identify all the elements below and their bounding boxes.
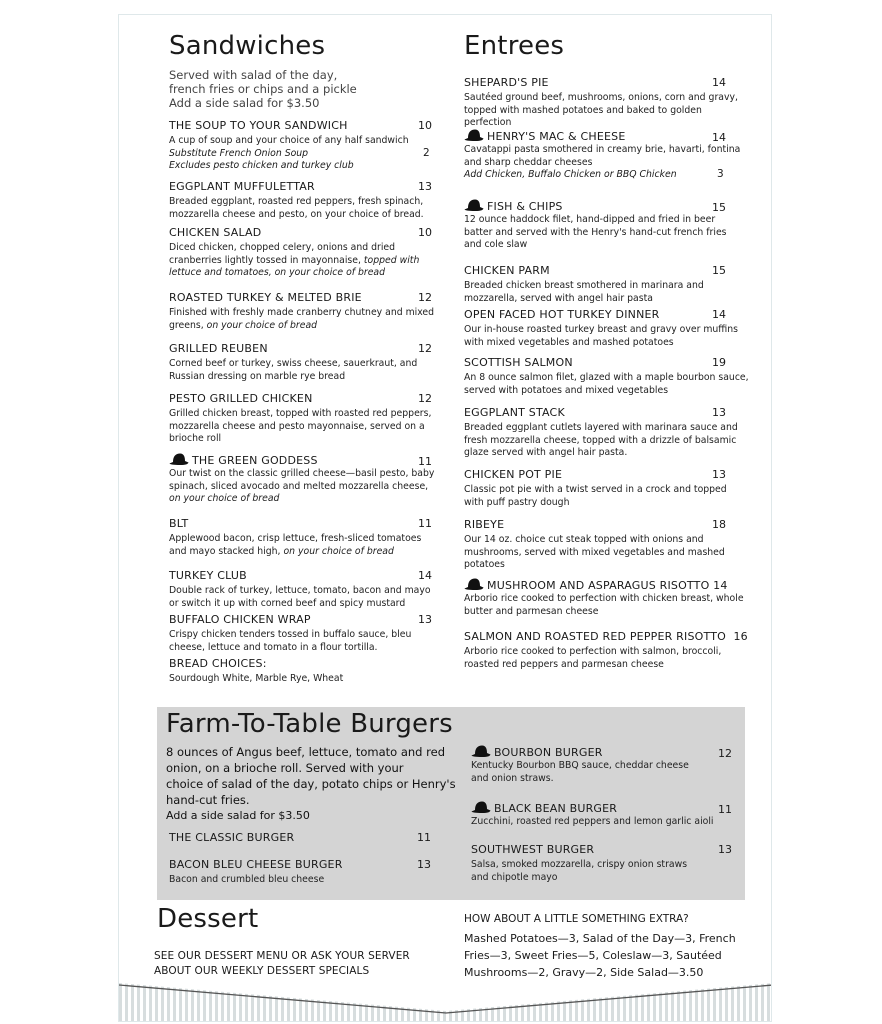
item-description [169, 468, 439, 506]
item-price: 14 [712, 131, 726, 144]
item-description: Our in-house roasted turkey breast and gravy over muffins with mixed vegetables and mashed potatoes [464, 324, 739, 348]
sandwich-chicken-salad [169, 226, 439, 280]
item-name [471, 801, 736, 815]
hat-icon [471, 801, 491, 814]
item-price: 11 [418, 517, 432, 530]
item-name: EGGPLANT STACK [464, 406, 565, 419]
item-substitute [169, 148, 439, 161]
item-description [169, 242, 439, 280]
item-price: 10 [418, 119, 432, 132]
sandwich-pesto-grilled-chicken [169, 392, 439, 446]
sandwich-turkey-club [169, 569, 439, 610]
item-description [169, 533, 439, 558]
item-name [464, 630, 749, 643]
item-name: THE SOUP TO YOUR SANDWICH [169, 119, 348, 132]
item-name [169, 453, 439, 467]
dessert-note-line: SEE OUR DESSERT MENU OR ASK YOUR SERVER [154, 950, 410, 962]
item-price: 14 [712, 76, 726, 89]
item-price: 11 [718, 803, 732, 816]
item-name: EGGPLANT MUFFULETTAR [169, 180, 315, 193]
item-name: ROASTED TURKEY & MELTED BRIE [169, 291, 362, 304]
dessert-note-line: ABOUT OUR WEEKLY DESSERT SPECIALS [154, 965, 370, 977]
bread-choices-list: Sourdough White, Marble Rye, Wheat [169, 673, 344, 684]
item-name: BUFFALO CHICKEN WRAP [169, 613, 311, 626]
item-description: A cup of soup and your choice of any half sandwich [169, 135, 409, 146]
item-name-text: BLACK BEAN BURGER [494, 802, 618, 815]
description-text: Our twist on the classic grilled cheese—basil pesto, baby spinach, sliced avocado and melted mozzarella cheese, [169, 468, 435, 492]
dessert-title: Dessert [157, 904, 259, 934]
entree-mushroom-asparagus-risotto [464, 578, 744, 618]
item-name [471, 745, 736, 759]
item-name-text: BOURBON BURGER [494, 746, 603, 759]
intro-line: onion, on a brioche roll. Served with your [166, 761, 404, 775]
item-name-text: FISH & CHIPS [487, 200, 563, 213]
item-name: SOUTHWEST BURGER [471, 843, 595, 856]
burger-classic [169, 831, 434, 844]
description-text: Finished with freshly made cranberry chutney and mixed greens, [169, 307, 435, 331]
entree-eggplant-stack [464, 406, 749, 460]
item-description: Breaded chicken breast smothered in marinara and mozzarella, served with angel hair pasta [464, 280, 704, 304]
intro-line: hand-cut fries. [166, 793, 250, 807]
burgers-side-salad: Add a side salad for $3.50 [166, 809, 310, 822]
item-name-text: THE GREEN GODDESS [192, 454, 318, 467]
substitute-text: Substitute French Onion Soup [169, 147, 309, 159]
item-price: 12 [718, 747, 732, 760]
item-name-text: SALMON AND ROASTED RED PEPPER RISOTTO [464, 630, 727, 643]
sandwich-buffalo-chicken-wrap [169, 613, 439, 654]
item-name: CHICKEN PARM [464, 264, 550, 277]
entree-chicken-pot-pie [464, 468, 744, 509]
footer-stripe-decoration [119, 983, 772, 1022]
item-name: GRILLED REUBEN [169, 342, 268, 355]
item-description: Kentucky Bourbon BBQ sauce, cheddar cheese and onion straws. [471, 760, 689, 784]
bread-choices-title: BREAD CHOICES: [169, 657, 267, 670]
sandwich-green-goddess [169, 453, 439, 506]
item-description: Breaded eggplant cutlets layered with marinara sauce and fresh mozzarella cheese, topped with a drizzle of balsamic glaze served with angel hair pasta. [464, 422, 738, 458]
item-description: 12 ounce haddock filet, hand-dipped and fried in beer batter and served with the Henry's hand-cut french fries and cole slaw [464, 214, 727, 250]
item-price: 13 [718, 843, 732, 856]
hat-icon [464, 578, 484, 591]
dessert-note [154, 949, 410, 979]
addon-price: 3 [717, 168, 724, 180]
item-price: 11 [417, 831, 431, 844]
item-price: 13 [418, 180, 432, 193]
item-price: 15 [712, 264, 726, 277]
item-description: Zucchini, roasted red peppers and lemon garlic aioli [471, 816, 714, 827]
item-price: 19 [712, 356, 726, 369]
item-name: SCOTTISH SALMON [464, 356, 573, 369]
hat-icon [464, 199, 484, 212]
extras-line: Fries—3, Sweet Fries—5, Coleslaw—3, Sautéed [464, 949, 722, 962]
item-price: 12 [418, 342, 432, 355]
sandwich-soup-to-your-sandwich [169, 119, 439, 173]
item-name: RIBEYE [464, 518, 505, 531]
burger-bacon-bleu [169, 858, 434, 887]
item-name: CHICKEN SALAD [169, 226, 262, 239]
hat-icon [471, 745, 491, 758]
item-price: 15 [712, 201, 726, 214]
item-description: Salsa, smoked mozzarella, crispy onion straws and chipotle mayo [471, 859, 688, 883]
item-exclusion: Excludes pesto chicken and turkey club [169, 160, 354, 171]
description-italic: on your choice of bread [169, 493, 280, 504]
intro-line: french fries or chips and a pickle [169, 82, 357, 96]
item-price: 11 [418, 455, 432, 468]
entree-open-faced-turkey [464, 308, 744, 349]
entree-scottish-salmon [464, 356, 754, 397]
item-description: Corned beef or turkey, swiss cheese, sauerkraut, and Russian dressing on marble rye bread [169, 358, 418, 382]
intro-line: 8 ounces of Angus beef, lettuce, tomato and red [166, 745, 445, 759]
extras-line: Mushrooms—2, Gravy—2, Side Salad—3.50 [464, 966, 704, 979]
item-addon [464, 169, 744, 182]
substitute-price: 2 [423, 146, 430, 159]
entrees-title: Entrees [464, 31, 565, 61]
item-price: 14 [418, 569, 432, 582]
item-description: Cavatappi pasta smothered in creamy brie, havarti, fontina and sharp cheddar cheeses [464, 144, 741, 168]
item-name: TURKEY CLUB [169, 569, 247, 582]
intro-line: Served with salad of the day, [169, 68, 338, 82]
item-name: BLT [169, 517, 189, 530]
sandwich-grilled-reuben [169, 342, 439, 383]
item-name [464, 578, 744, 592]
item-name: PESTO GRILLED CHICKEN [169, 392, 313, 405]
burger-southwest [471, 843, 736, 884]
item-name-text: HENRY'S MAC & CHEESE [487, 130, 626, 143]
description-italic: topped with lettuce and tomatoes, on your choice of bread [169, 254, 420, 278]
item-price: 14 [713, 579, 728, 592]
item-description: Crispy chicken tenders tossed in buffalo sauce, bleu cheese, lettuce and tomato in a flour tortilla. [169, 629, 412, 653]
item-price: 10 [418, 226, 432, 239]
item-name [464, 199, 744, 213]
item-price: 13 [712, 468, 726, 481]
item-price: 13 [712, 406, 726, 419]
hat-icon [464, 129, 484, 142]
description-italic: on your choice of bread [283, 545, 394, 557]
sandwich-roasted-turkey-brie [169, 291, 439, 332]
item-price: 16 [733, 630, 748, 643]
intro-line: Add a side salad for $3.50 [169, 96, 320, 110]
entree-fish-chips [464, 199, 744, 252]
entree-henrys-mac-cheese [464, 129, 744, 182]
burger-black-bean [471, 801, 736, 829]
item-description: Bacon and crumbled bleu cheese [169, 874, 325, 885]
item-name-text: MUSHROOM AND ASPARAGUS RISOTTO [487, 579, 710, 592]
intro-line: choice of salad of the day, potato chips or Henry's [166, 777, 456, 791]
bread-choices [169, 657, 439, 686]
item-description: Our 14 oz. choice cut steak topped with onions and mushrooms, served with mixed vegetables and mashed potatoes [464, 534, 725, 570]
extras-line: Mashed Potatoes—3, Salad of the Day—3, French [464, 932, 736, 945]
item-description: Sautéed ground beef, mushrooms, onions, corn and gravy, topped with mashed potatoes and baked to golden perfection [464, 92, 738, 128]
sandwiches-title: Sandwiches [169, 31, 326, 61]
addon-text: Add Chicken, Buffalo Chicken or BBQ Chicken [464, 169, 677, 180]
item-description: Grilled chicken breast, topped with roasted red peppers, mozzarella cheese and pesto mayonnaise, served on a brioche roll [169, 408, 432, 444]
description-text: Diced chicken, chopped celery, onions and dried cranberries lightly tossed in mayonnaise, [169, 242, 396, 266]
entree-shepards-pie [464, 76, 744, 130]
extras-title: HOW ABOUT A LITTLE SOMETHING EXTRA? [464, 913, 689, 925]
burgers-intro [166, 744, 456, 824]
menu-page [118, 14, 772, 1022]
item-name: THE CLASSIC BURGER [169, 831, 295, 844]
sandwich-blt [169, 517, 439, 558]
entree-chicken-parm [464, 264, 744, 305]
extras-list [464, 930, 754, 981]
item-price: 14 [712, 308, 726, 321]
item-price: 18 [712, 518, 726, 531]
entree-ribeye [464, 518, 759, 572]
item-name: CHICKEN POT PIE [464, 468, 563, 481]
item-description: An 8 ounce salmon filet, glazed with a maple bourbon sauce, served with potatoes and mixed vegetables [464, 372, 749, 396]
burgers-panel [157, 707, 745, 900]
item-name: BACON BLEU CHEESE BURGER [169, 858, 343, 871]
item-description: Classic pot pie with a twist served in a crock and topped with puff pastry dough [464, 484, 727, 508]
item-price: 12 [418, 392, 432, 405]
item-description [169, 307, 439, 332]
entree-salmon-risotto [464, 630, 749, 671]
item-price: 13 [418, 613, 432, 626]
burger-bourbon [471, 745, 736, 785]
item-description: Arborio rice cooked to perfection with salmon, broccoli, roasted red peppers and parmesan cheese [464, 646, 722, 670]
item-description: Breaded eggplant, roasted red peppers, fresh spinach, mozzarella cheese and pesto, on your choice of bread. [169, 196, 424, 220]
item-description: Arborio rice cooked to perfection with chicken breast, whole butter and parmesan cheese [464, 593, 744, 617]
item-name [464, 129, 744, 143]
item-price: 12 [418, 291, 432, 304]
sandwiches-intro [169, 68, 419, 110]
item-description: Double rack of turkey, lettuce, tomato, bacon and mayo or switch it up with corned beef and spicy mustard [169, 585, 431, 609]
hat-icon [169, 453, 189, 466]
description-text: Applewood bacon, crisp lettuce, fresh-sliced tomatoes and mayo stacked high, [169, 533, 422, 557]
burgers-title: Farm-To-Table Burgers [166, 709, 453, 739]
sandwich-eggplant-muffulettar [169, 180, 439, 221]
item-name: OPEN FACED HOT TURKEY DINNER [464, 308, 660, 321]
description-italic: on your choice of bread [206, 319, 318, 331]
item-price: 13 [417, 858, 431, 871]
item-name: SHEPARD'S PIE [464, 76, 549, 89]
